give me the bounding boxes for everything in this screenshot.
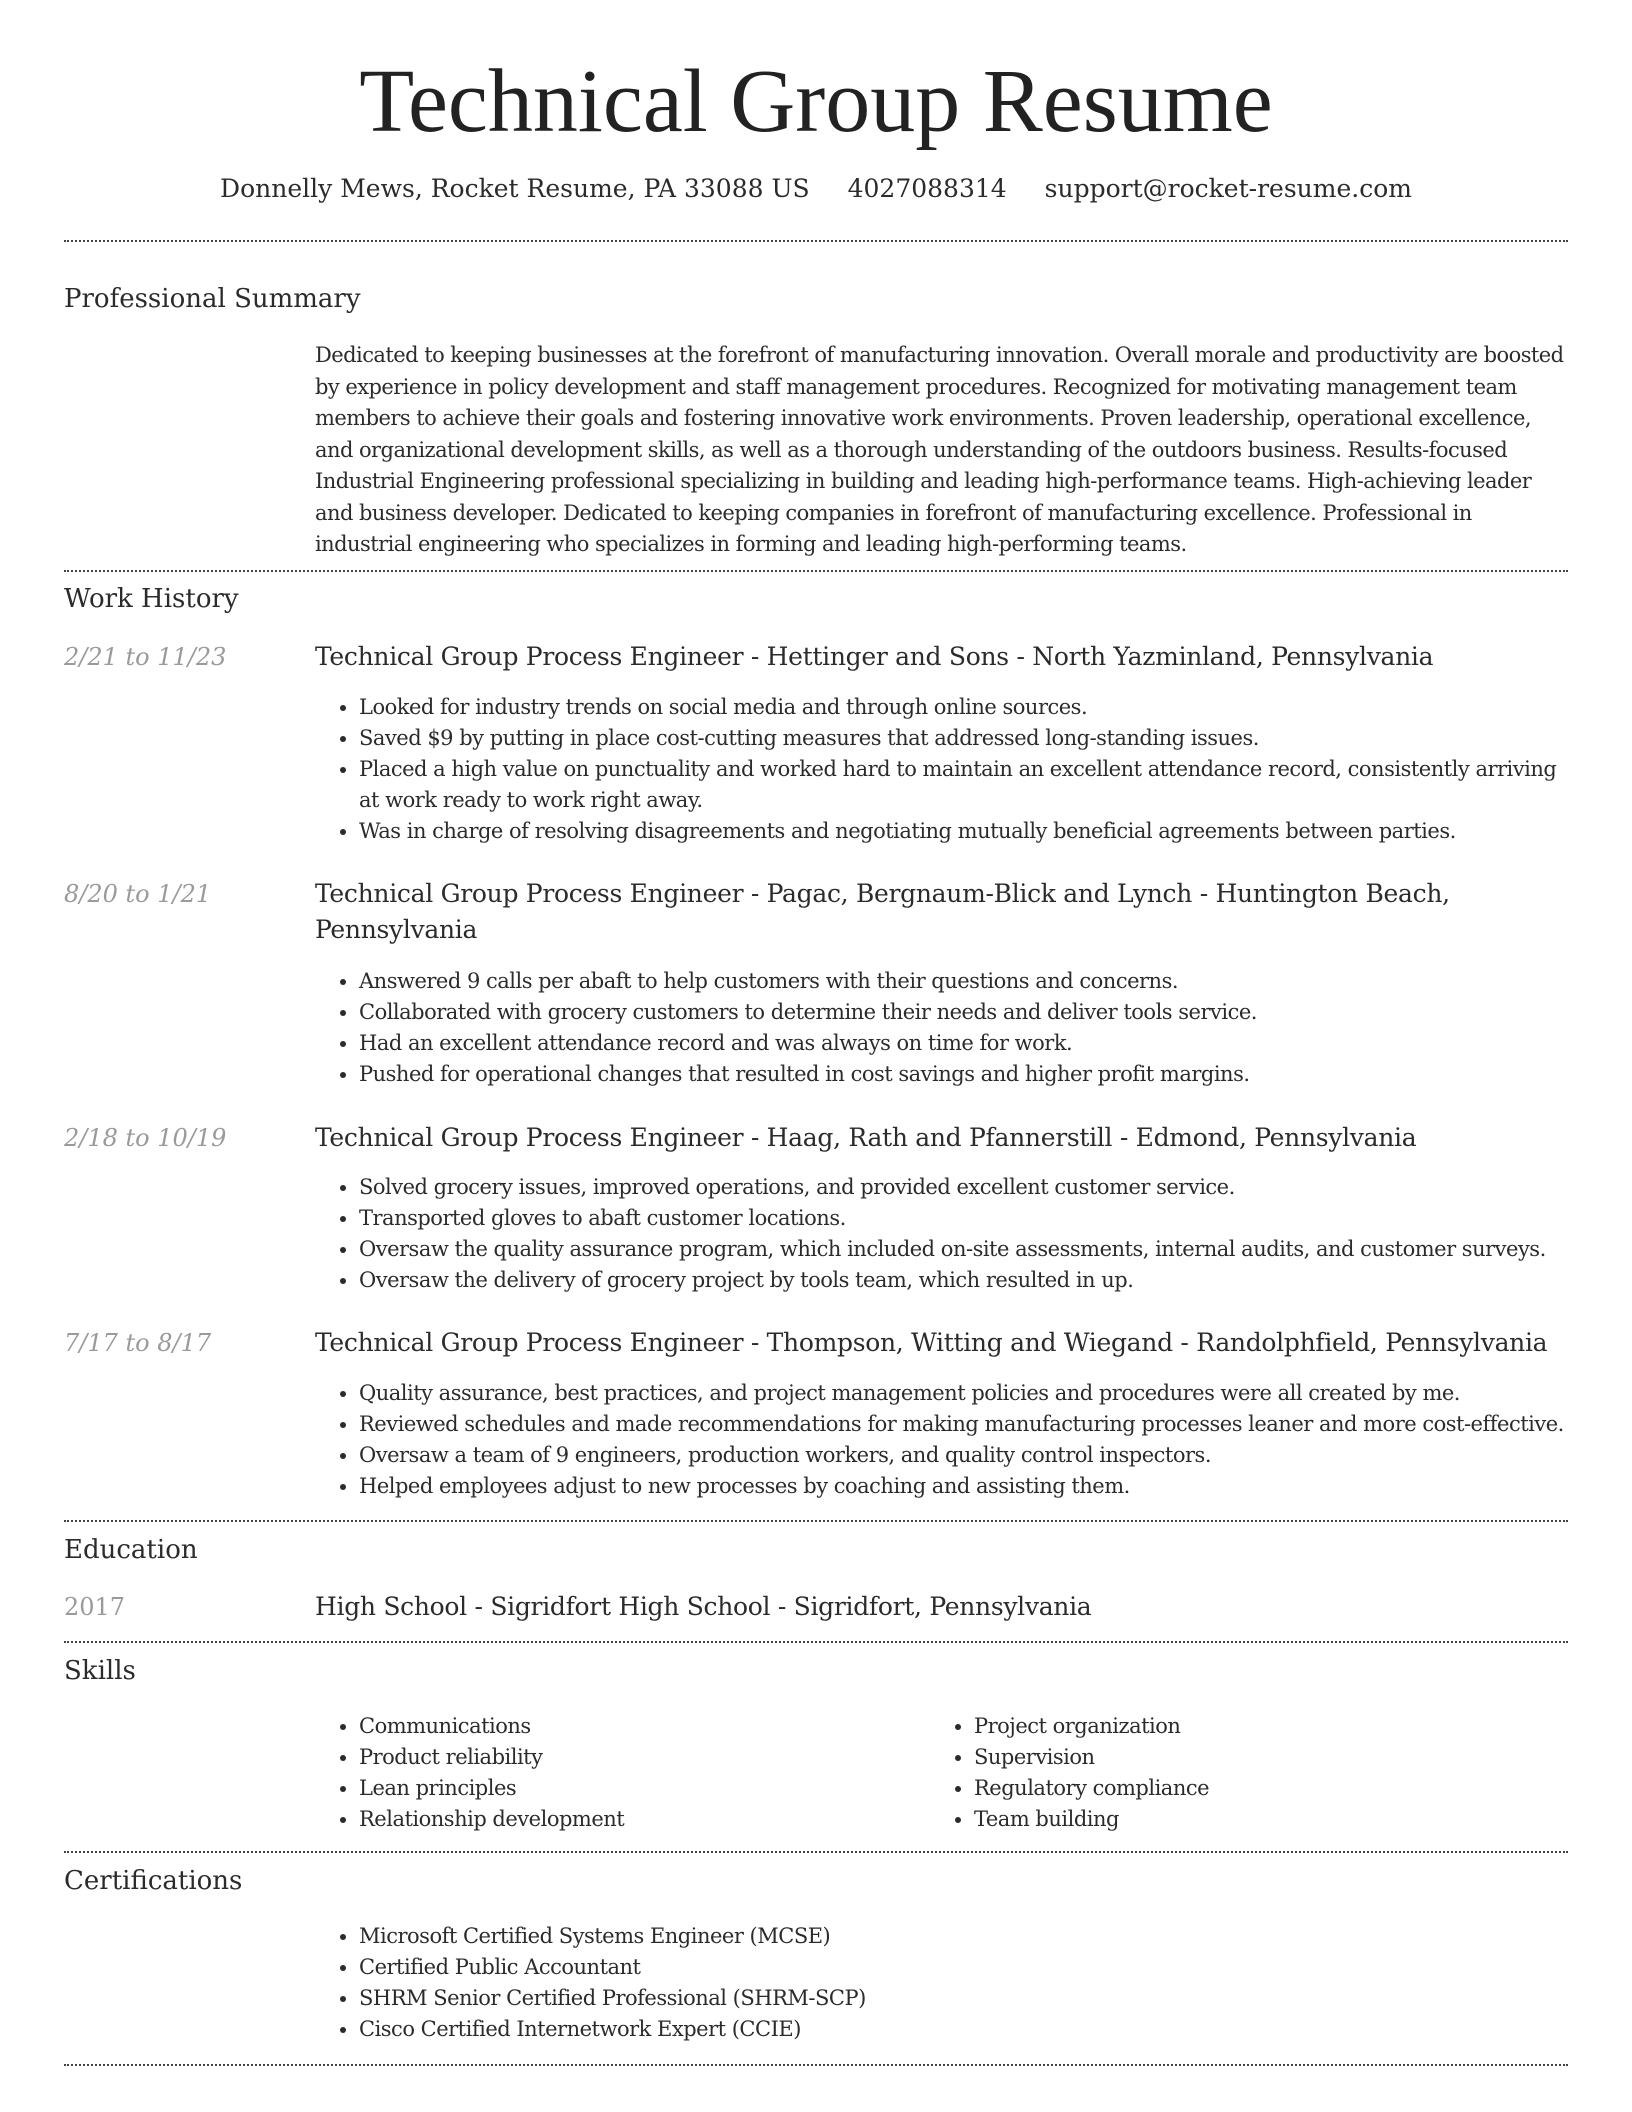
job-bullets bbox=[315, 966, 1570, 1090]
job-title: Technical Group Process Engineer - Thompson, Witting and Wiegand - Randolphfield, Pennsylvania bbox=[315, 1328, 1548, 1357]
list-item: • Oversaw a team of 9 engineers, production workers, and quality control inspectors. bbox=[359, 1440, 1570, 1471]
skills-list-left bbox=[315, 1711, 915, 1835]
list-item: • Lean principles bbox=[359, 1773, 915, 1804]
section-heading-certifications: Certifications bbox=[64, 1866, 243, 1896]
divider bbox=[64, 570, 1568, 572]
list-item: • Transported gloves to abaft customer locations. bbox=[359, 1203, 1570, 1234]
list-item: • Looked for industry trends on social media and through online sources. bbox=[359, 692, 1570, 723]
list-item: • Supervision bbox=[974, 1742, 1530, 1773]
job-bullets bbox=[315, 1378, 1570, 1502]
list-item: • Helped employees adjust to new processes by coaching and assisting them. bbox=[359, 1471, 1570, 1502]
certifications-list bbox=[315, 1921, 1570, 2045]
list-item: • Team building bbox=[974, 1804, 1530, 1835]
list-item: • Pushed for operational changes that resulted in cost savings and higher profit margins. bbox=[359, 1059, 1570, 1090]
education-year: 2017 bbox=[64, 1593, 126, 1621]
education-entry: High School - Sigridfort High School - Sigridfort, Pennsylvania bbox=[315, 1592, 1092, 1621]
list-item: • Oversaw the delivery of grocery project by tools team, which resulted in up. bbox=[359, 1265, 1570, 1296]
section-heading-education: Education bbox=[64, 1535, 198, 1565]
resume-title: Technical Group Resume bbox=[359, 52, 1273, 151]
section-heading-skills: Skills bbox=[64, 1656, 136, 1686]
contact-phone: 4027088314 bbox=[847, 174, 1007, 203]
divider bbox=[64, 240, 1568, 242]
section-heading-summary: Professional Summary bbox=[64, 284, 361, 314]
list-item: • Was in charge of resolving disagreements and negotiating mutually beneficial agreements between parties. bbox=[359, 816, 1570, 847]
list-item: • Solved grocery issues, improved operations, and provided excellent customer service. bbox=[359, 1172, 1570, 1203]
contact-email: support@rocket-resume.com bbox=[1044, 174, 1412, 203]
list-item: • Oversaw the quality assurance program, which included on-site assessments, internal audits, and customer surveys. bbox=[359, 1234, 1570, 1265]
list-item: • Answered 9 calls per abaft to help customers with their questions and concerns. bbox=[359, 966, 1570, 997]
divider bbox=[64, 2064, 1568, 2066]
list-item: • Microsoft Certified Systems Engineer (MCSE) bbox=[359, 1921, 1570, 1952]
list-item: • Certified Public Accountant bbox=[359, 1952, 1570, 1983]
list-item: • Regulatory compliance bbox=[974, 1773, 1530, 1804]
list-item: • Quality assurance, best practices, and project management policies and procedures were all created by me. bbox=[359, 1378, 1570, 1409]
job-bullets bbox=[315, 1172, 1570, 1296]
list-item: • Reviewed schedules and made recommendations for making manufacturing processes leaner and more cost-effective. bbox=[359, 1409, 1570, 1440]
list-item: • Had an excellent attendance record and was always on time for work. bbox=[359, 1028, 1570, 1059]
job-dates: 7/17 to 8/17 bbox=[64, 1329, 212, 1357]
list-item: • Communications bbox=[359, 1711, 915, 1742]
section-heading-work: Work History bbox=[64, 584, 239, 614]
job-title: Technical Group Process Engineer - Haag, Rath and Pfannerstill - Edmond, Pennsylvania bbox=[315, 1123, 1417, 1152]
list-item: • SHRM Senior Certified Professional (SHRM-SCP) bbox=[359, 1983, 1570, 2014]
job-dates: 2/21 to 11/23 bbox=[64, 643, 227, 671]
divider bbox=[64, 1641, 1568, 1643]
job-dates: 8/20 to 1/21 bbox=[64, 880, 212, 908]
list-item: • Placed a high value on punctuality and worked hard to maintain an excellent attendance record, consistently arriving at work ready to work right away. bbox=[359, 754, 1570, 816]
list-item: • Project organization bbox=[974, 1711, 1530, 1742]
list-item: • Relationship development bbox=[359, 1804, 915, 1835]
job-title: Technical Group Process Engineer - Hettinger and Sons - North Yazminland, Pennsylvania bbox=[315, 642, 1434, 671]
contact-address: Donnelly Mews, Rocket Resume, PA 33088 US bbox=[220, 174, 810, 203]
job-dates: 2/18 to 10/19 bbox=[64, 1124, 227, 1152]
list-item: • Product reliability bbox=[359, 1742, 915, 1773]
summary-text: Dedicated to keeping businesses at the forefront of manufacturing innovation. Overall morale and productivity are boosted by experience in policy development and staff management procedures. Recognized for motivating management team members to achieve their goals and fostering innovative work environments. Proven leadership, operational excellence, and organizational development skills, as well as a thorough understanding of the outdoors business. Results-focused Industrial Engineering professional specializing in building and leading high-performance teams. High-achieving leader and business developer. Dedicated to keeping companies in forefront of manufacturing excellence. Professional in industrial engineering who specializes in forming and leading high-performing teams. bbox=[315, 343, 1564, 556]
divider bbox=[64, 1520, 1568, 1522]
contact-line bbox=[0, 172, 1632, 206]
divider bbox=[64, 1851, 1568, 1853]
list-item: • Saved $9 by putting in place cost-cutting measures that addressed long-standing issues. bbox=[359, 723, 1570, 754]
job-bullets bbox=[315, 692, 1570, 847]
job-title: Technical Group Process Engineer - Pagac, Bergnaum-Blick and Lynch - Huntington Beach, Pennsylvania bbox=[315, 879, 1450, 944]
list-item: • Collaborated with grocery customers to determine their needs and deliver tools service. bbox=[359, 997, 1570, 1028]
skills-list-right bbox=[930, 1711, 1530, 1835]
list-item: • Cisco Certified Internetwork Expert (CCIE) bbox=[359, 2014, 1570, 2045]
